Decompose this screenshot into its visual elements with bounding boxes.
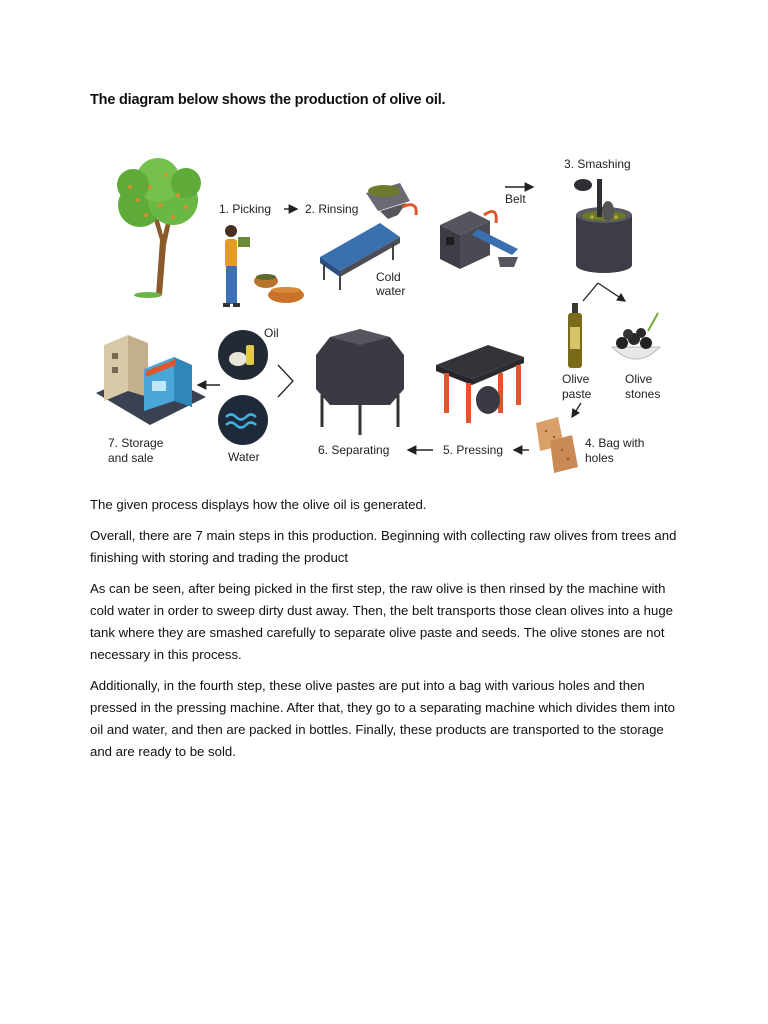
pressing-machine-icon: [436, 345, 524, 423]
label-bag-2: holes: [585, 451, 614, 465]
label-olive-paste-1: Olive: [562, 372, 590, 386]
olive-stones-bowl-icon: [612, 313, 660, 359]
paragraph-3: As can be seen, after being picked in the first step, the raw olive is then rinsed by the machine with cold water in order to sweep dirty dust away. Then, the belt transports those clean olives into a huge tank where they are smashed carefully to separate olive paste and seeds. The olive stones are not necessary in this process.: [90, 581, 674, 662]
label-cold-water-2: water: [376, 284, 406, 298]
essay-body: [90, 494, 680, 772]
label-belt: Belt: [505, 192, 526, 206]
label-olive-stones-2: stones: [625, 387, 661, 401]
storage-building-icon: [96, 335, 206, 425]
label-smashing: 3. Smashing: [564, 157, 631, 171]
label-water: Water: [228, 450, 260, 464]
olive-baskets-icon: [254, 274, 304, 303]
label-rinsing: 2. Rinsing: [305, 202, 359, 216]
label-storage-1: 7. Storage: [108, 436, 164, 450]
oil-icon: [218, 330, 268, 380]
picking-worker-icon: [223, 225, 250, 307]
olive-tree-icon: [117, 158, 201, 298]
rinsing-machine-icon: [320, 183, 416, 290]
label-picking: 1. Picking: [219, 202, 272, 216]
smashing-tank-icon: [574, 179, 632, 273]
belt-conveyor-icon: [440, 211, 518, 269]
label-storage-2: and sale: [108, 451, 154, 465]
label-separating: 6. Separating: [318, 443, 390, 457]
olive-paste-bottle-icon: [568, 303, 582, 368]
label-olive-stones-1: Olive: [625, 372, 653, 386]
paragraph-1: The given process displays how the olive oil is generated.: [90, 497, 427, 512]
paragraph-2: Overall, there are 7 main steps in this production. Beginning with collecting raw olives from trees and finishing with storing and trading the product: [90, 528, 677, 565]
label-cold-water-1: Cold: [376, 270, 401, 284]
water-icon: [218, 395, 268, 445]
label-pressing: 5. Pressing: [443, 443, 504, 457]
olive-oil-process-diagram: [88, 145, 680, 480]
separating-tank-icon: [316, 329, 404, 435]
paragraph-4: Additionally, in the fourth step, these olive pastes are put into a bag with various holes and then pressed in the pressing machine. After that, they go to a separating machine which divides them into oil and water, and then are packed in bottles. Finally, these products are transported to the storage and are ready to be sold.: [90, 678, 675, 759]
label-bag-1: 4. Bag with: [585, 436, 645, 450]
label-oil: Oil: [264, 326, 279, 340]
document-heading: The diagram below shows the production of olive oil.: [90, 92, 446, 108]
bag-with-holes-icon: [536, 417, 578, 473]
label-olive-paste-2: paste: [562, 387, 592, 401]
